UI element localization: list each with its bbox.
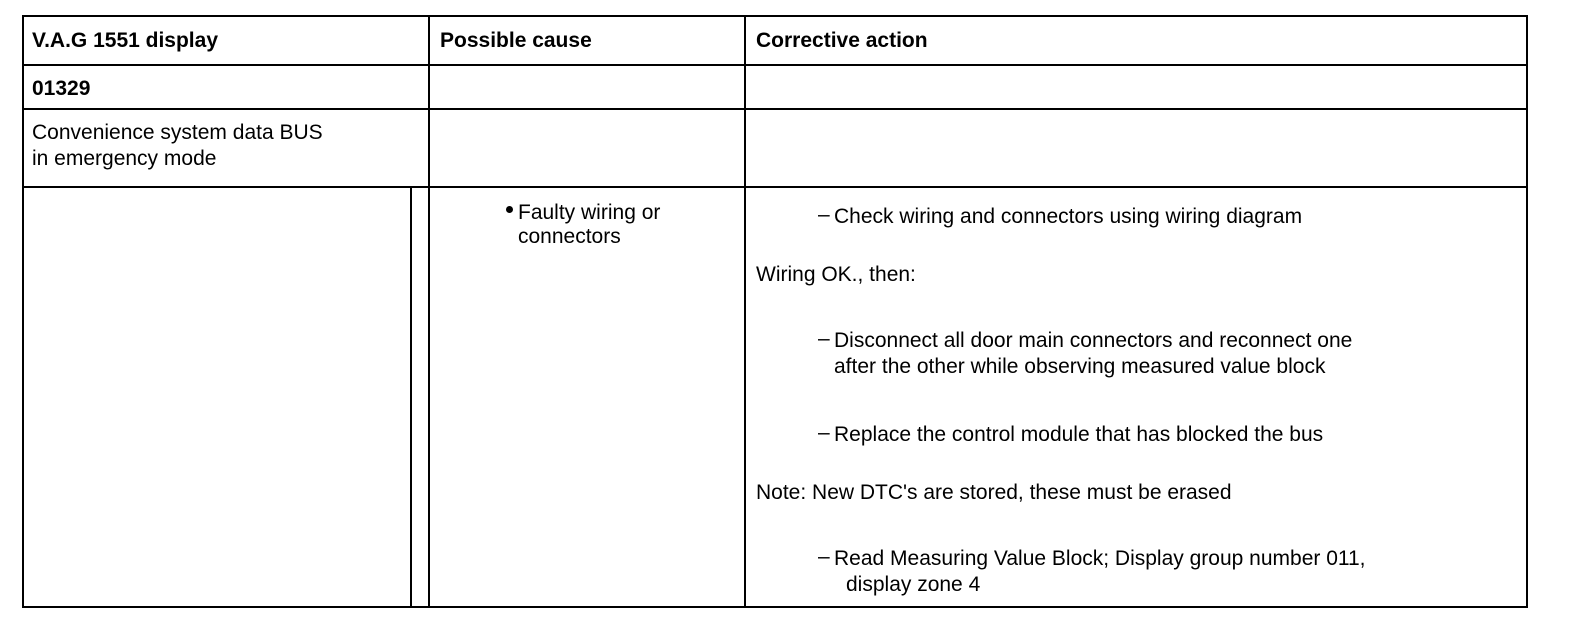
action-step-4-line2: display zone 4 [846, 573, 981, 596]
column-divider-1-double [410, 187, 412, 608]
column-divider-2 [744, 15, 746, 608]
action-wiring-ok: Wiring OK., then: [756, 263, 916, 286]
dash-icon: – [818, 203, 830, 226]
action-step-3: Replace the control module that has blocked the bus [834, 423, 1324, 446]
dash-icon: – [818, 545, 830, 568]
row-divider-header [22, 64, 1528, 66]
action-note: Note: New DTC's are stored, these must be erased [756, 481, 1232, 504]
cause-line1: Faulty wiring or [518, 201, 661, 224]
action-step-1: Check wiring and connectors using wiring diagram [834, 205, 1303, 228]
dash-icon: – [818, 421, 830, 444]
diagnostic-table [22, 15, 1528, 608]
header-corrective-action: Corrective action [756, 29, 928, 52]
dash-icon: – [818, 327, 830, 350]
action-step-2-line2: after the other while observing measured value block [834, 355, 1326, 378]
action-step-2-line1: Disconnect all door main connectors and reconnect one [834, 329, 1353, 352]
bullet-icon [506, 206, 513, 213]
cause-line2: connectors [518, 225, 621, 248]
header-display: V.A.G 1551 display [32, 29, 218, 52]
action-step-4-line1: Read Measuring Value Block; Display group number 011, [834, 547, 1366, 570]
row-divider-description [22, 186, 1528, 188]
header-possible-cause: Possible cause [440, 29, 592, 52]
column-divider-1 [428, 15, 430, 608]
fault-code: 01329 [32, 77, 91, 100]
row-divider-code [22, 108, 1528, 110]
fault-description-line1: Convenience system data BUS [32, 121, 323, 144]
fault-description-line2: in emergency mode [32, 147, 217, 170]
